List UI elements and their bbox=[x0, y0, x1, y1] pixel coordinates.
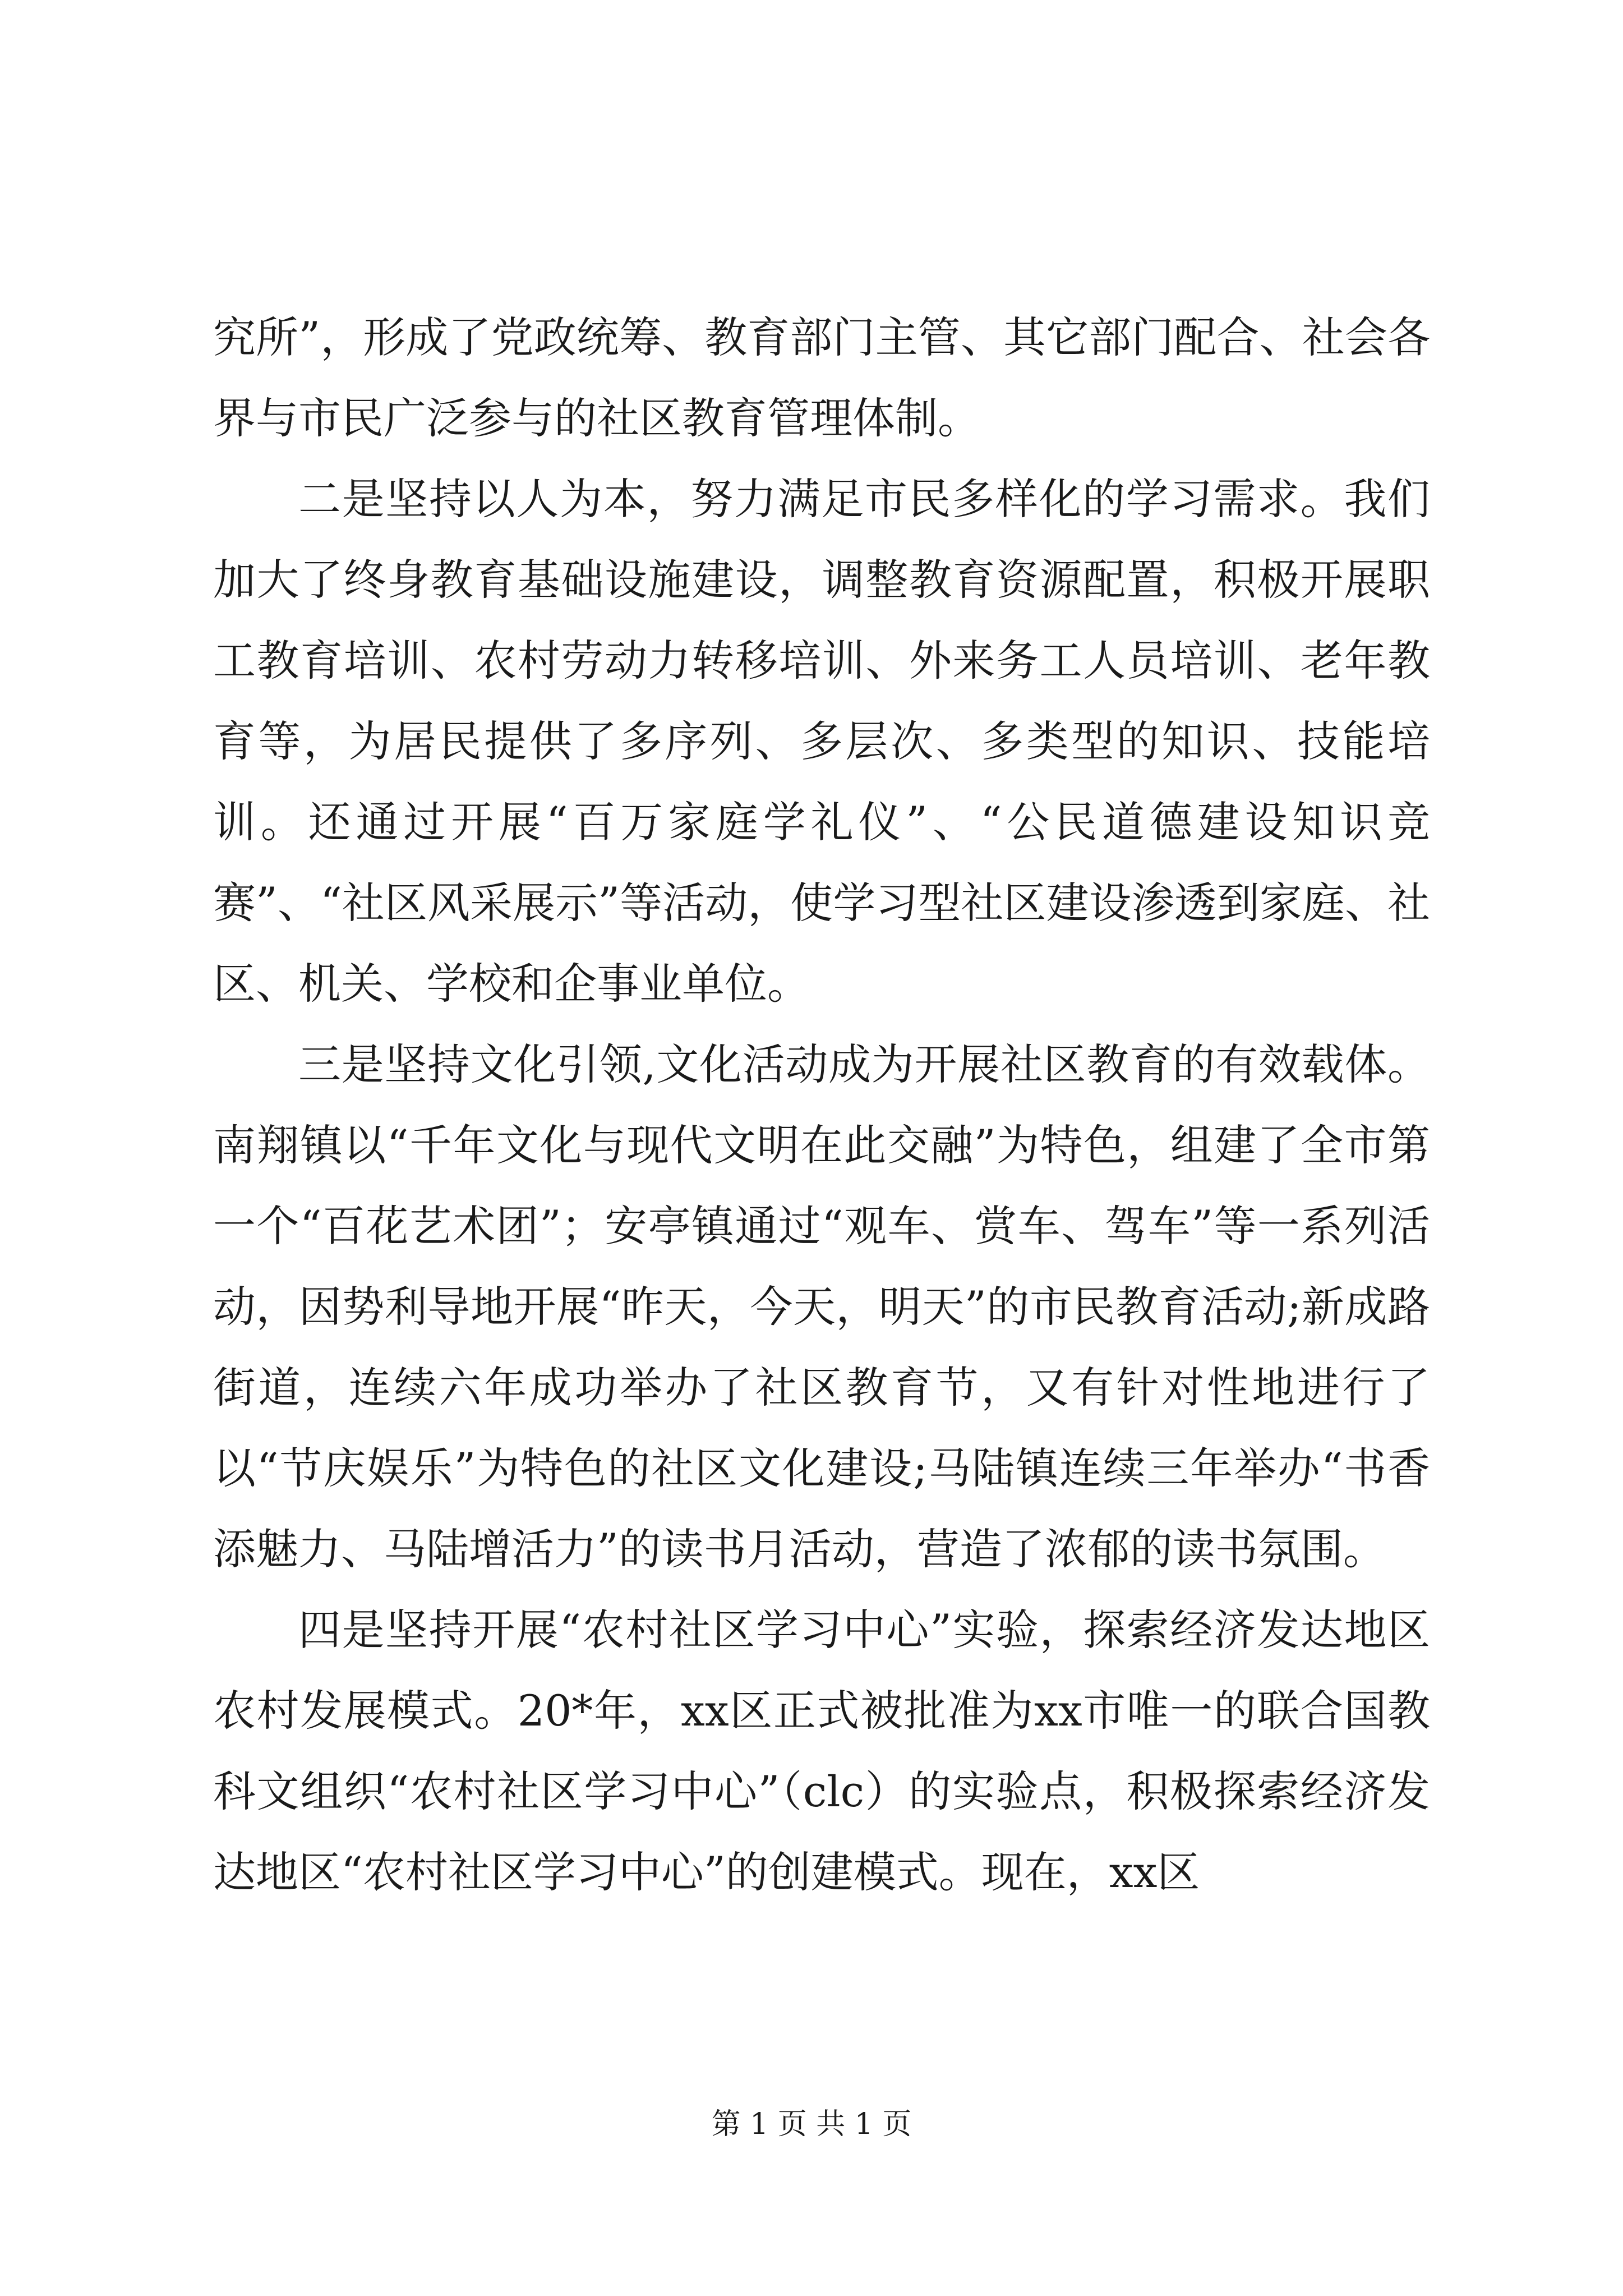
paragraph-3: 三是坚持文化引领,文化活动成为开展社区教育的有效载体。南翔镇以“千年文化与现代文明在此交融”为特色，组建了全市第一个“百花艺术团”；安亭镇通过“观车、赏车、驾车”等一系列活动，因势利导地开展“昨天，今天，明天”的市民教育活动;新成路街道，连续六年成功举办了社区教育节，又有针对性地进行了以“节庆娱乐”为特色的社区文化建设;马陆镇连续三年举办“书香添魅力、马陆增活力”的读书月活动，营造了浓郁的读书氛围。 bbox=[213, 1039, 1430, 1574]
page-footer bbox=[0, 2106, 1623, 2142]
page-number-label: 第 1 页 共 1 页 bbox=[711, 2108, 912, 2141]
document-body bbox=[213, 297, 1430, 1913]
paragraph-2: 二是坚持以人为本，努力满足市民多样化的学习需求。我们加大了终身教育基础设施建设，调整教育资源配置，积极开展职工教育培训、农村劳动力转移培训、外来务工人员培训、老年教育等，为居民提供了多序列、多层次、多类型的知识、技能培训。还通过开展“百万家庭学礼仪”、“公民道德建设知识竞赛”、“社区风采展示”等活动，使学习型社区建设渗透到家庭、社区、机关、学校和企事业单位。 bbox=[213, 474, 1430, 1009]
paragraph-4: 四是坚持开展“农村社区学习中心”实验，探索经济发达地区农村发展模式。20*年，xx区正式被批准为xx市唯一的联合国教科文组织“农村社区学习中心”（clc）的实验点，积极探索经济发达地区“农村社区学习中心”的创建模式。现在，xx区 bbox=[213, 1605, 1430, 1897]
paragraph-1: 究所”，形成了党政统筹、教育部门主管、其它部门配合、社会各界与市民广泛参与的社区教育管理体制。 bbox=[213, 312, 1430, 443]
